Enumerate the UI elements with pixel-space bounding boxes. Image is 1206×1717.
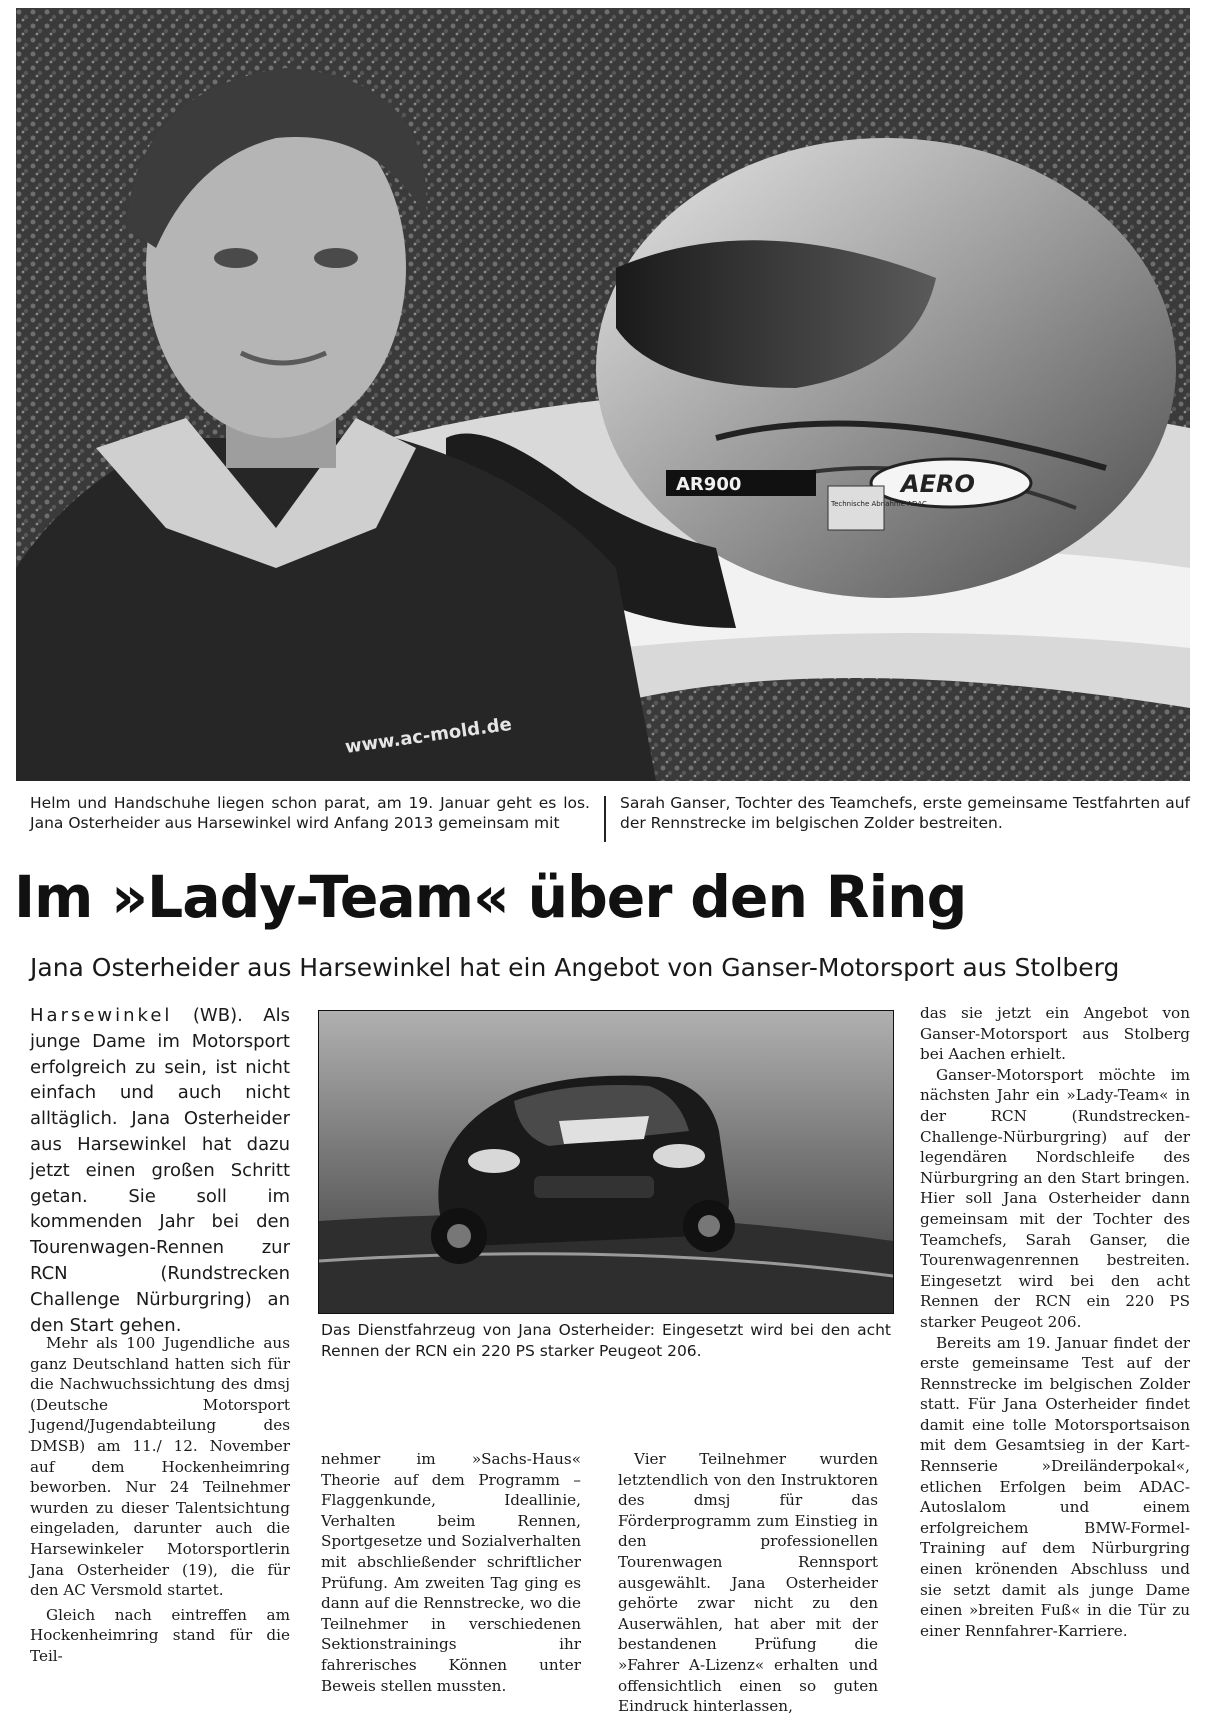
helmet-model-label: AR900 bbox=[676, 474, 742, 495]
dateline: Harsewinkel bbox=[30, 1005, 173, 1026]
article-lede bbox=[30, 1003, 290, 1338]
car-photo bbox=[318, 1010, 894, 1314]
helmet-sticker-label: Technische Abnahme ADAC bbox=[831, 500, 927, 508]
paragraph: Mehr als 100 Jugendliche aus ganz Deutschland hatten sich für die Nachwuchssichtung des dmsj (Deutsche Motorsport Jugend/Jugendabteilung des DMSB) am 11./ 12. November auf dem Hockenheimring beworben. Nur 24 Teilnehmer wurden zu dieser Talentsichtung eingeladen, darunter auch die Harsewinkeler Motorsportlerin Jana Osterheider (19), die für den AC Versmold startet. bbox=[30, 1334, 290, 1600]
lede-text: Als junge Dame im Motorsport erfolgreich zu sein, ist nicht einfach und auch nicht alltäglich. Jana Osterheider aus Harsewinkel hat dazu jetzt einen großen Schritt getan. Sie soll im kommenden Jahr bei den Tourenwagen-Rennen zur RCN (Rundstrecken Challenge Nürburgring) an den Start gehen. bbox=[30, 1005, 290, 1336]
race-car-image bbox=[319, 1011, 893, 1313]
helmet-brand-label: AERO bbox=[901, 470, 975, 498]
article-column-2: nehmer im »Sachs-Haus« Theorie auf dem Programm – Flaggenkunde, Ideallinie, Verhalten beim Rennen, Sportgesetze und Sozialverhalten mit abschließender schriftlicher Prüfung. Am zweiten Tag ging es dann auf die Rennstrecke, wo die Teilnehmer in verschiedenen Sektionstrainings ihr fahrerisches Können unter Beweis stellen mussten. bbox=[321, 1450, 581, 1695]
portrait-with-helmet-image bbox=[16, 8, 1190, 781]
caption-divider bbox=[604, 796, 606, 842]
main-photo bbox=[16, 8, 1190, 781]
article-column-1 bbox=[30, 1333, 290, 1671]
car-photo-caption: Das Dienstfahrzeug von Jana Osterheider: Eingesetzt wird bei den acht Rennen der RCN ein 220 PS starker Peugeot 206. bbox=[321, 1321, 891, 1360]
paragraph: Gleich nach eintreffen am Hockenheimring stand für die Teil- bbox=[30, 1605, 290, 1665]
headline: Im »Lady-Team« über den Ring bbox=[14, 863, 967, 931]
article-column-3 bbox=[618, 1449, 878, 1717]
photo-caption-left: Helm und Handschuhe liegen schon parat, am 19. Januar geht es los. Jana Osterheider aus Harsewinkel wird Anfang 2013 gemeinsam mit bbox=[30, 794, 590, 832]
photo-caption-right: Sarah Ganser, Tochter des Teamchefs, erste gemeinsame Testfahrten auf der Rennstrecke im belgischen Zolder bestreiten. bbox=[620, 794, 1190, 832]
paragraph: das sie jetzt ein Angebot von Ganser-Motorsport aus Stolberg bei Aachen erhielt. bbox=[920, 1004, 1190, 1064]
subheadline: Jana Osterheider aus Harsewinkel hat ein Angebot von Ganser-Motorsport aus Stolberg bbox=[30, 953, 1120, 982]
paragraph: Bereits am 19. Januar findet der erste gemeinsame Test auf der Rennstrecke im belgischen Zolder statt. Für Jana Osterheider findet damit eine tolle Motorsportsaison mit dem Gesamtsieg in der Kart-Rennserie »Dreiländerpokal«, etlichen Erfolgen beim ADAC-Autoslalom und einem erfolgreichem BMW-Formel-Training auf dem Nürburgring einen krönenden Abschluss und sie setzt damit als junge Dame einen »breiten Fuß« in die Tür zu einer Rennfahrer-Karriere. bbox=[920, 1333, 1190, 1640]
photo-watermark: www.ac-mold.de bbox=[343, 713, 514, 758]
source-tag: (WB). bbox=[172, 1005, 243, 1026]
article-column-4 bbox=[920, 1003, 1190, 1641]
paragraph: Vier Teilnehmer wurden letztendlich von den Instruktoren des dmsj für das Förderprogramm zum Einstieg in den professionellen Tourenwagen Rennsport ausgewählt. Jana Osterheider gehörte zwar nicht zu den Auserwählen, hat aber mit der bestandenen Prüfung die »Fahrer A-Lizenz« erhalten und offensichtlich einen so guten Eindruck hinterlassen, bbox=[618, 1450, 878, 1716]
paragraph: Ganser-Motorsport möchte im nächsten Jahr ein »Lady-Team« in der RCN (Rundstrecken-Challenge-Nürburgring) auf der legendären Nordschleife des Nürburgring an den Start bringen. Hier soll Jana Osterheider dann gemeinsam mit der Tochter des Teamchefs, Sarah Ganser, die Tourenwagenrennen bestreiten. Eingesetzt wird bei den acht Rennen der RCN ein 220 PS starker Peugeot 206. bbox=[920, 1065, 1190, 1331]
